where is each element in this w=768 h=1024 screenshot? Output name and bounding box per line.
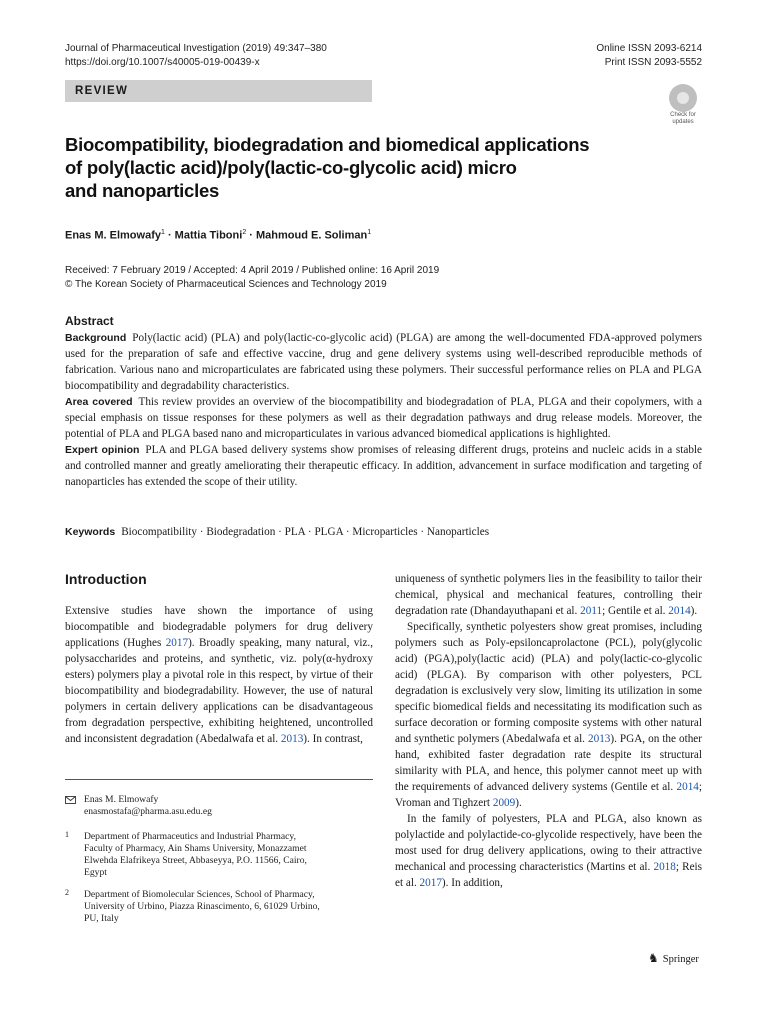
- affiliation-1: [65, 831, 375, 879]
- text-run: In the family of polyesters, PLA and PLGA, also known as polylactide and polylactide-co-glycolide respectively, have been the most used for drug delivery applications, owing to their attractive mechanical and processing characteristics (Martins et al.: [395, 813, 702, 873]
- abstract-body: [65, 330, 702, 490]
- text-run: Specifically, synthetic polyesters show great promises, including polymers such as Poly-epsiloncaprolactone (PCL), poly(glycolic acid) (PGA),poly(lactic acid) (PLA) and poly(lactic-co-glycolic acid) (PLGA). By comparison with other polyesters, PCL degradation is exclusively very slow, limiting its utilization in some specific biomedical fields and necessitating its modification such as surface decoration or forming composite systems with other natural and synthetic polymers (Abedalwafa et al.: [395, 621, 702, 745]
- affiliation-line: Department of Pharmaceutics and Industrial Pharmacy,: [84, 831, 296, 842]
- keywords-row: [65, 524, 702, 540]
- title-line-2: of poly(lactic acid)/poly(lactic-co-glycolic acid) micro: [65, 157, 517, 178]
- print-issn: Print ISSN 2093-5552: [604, 57, 702, 68]
- area-text: This review provides an overview of the biocompatibility and biodegradation of PLA, PLGA and their copolymers, with a special emphasis on tissue responses for these polymers as well as their degradation pathways and drug release models. Moreover, the potential of PLA and PLGA based nano and microparticulates in various advanced biomedical applications is highlighted.: [65, 396, 702, 440]
- badge-line-1: Check for: [670, 112, 696, 118]
- history-dates: Received: 7 February 2019 / Accepted: 4 April 2019 / Published online: 16 April 2019: [65, 265, 440, 276]
- text-run: ). In addition,: [441, 877, 503, 889]
- journal-line: Journal of Pharmaceutical Investigation (2019) 49:347–380: [65, 43, 327, 54]
- text-run: Extensive studies have shown the importance of using biocompatible and biodegradable polymers for drug delivery applications (Hughes: [65, 605, 373, 649]
- corresponding-author: [65, 794, 212, 818]
- check-updates-icon: [669, 84, 697, 112]
- author-sep: ·: [246, 229, 256, 242]
- expert-label: Expert opinion: [65, 444, 140, 456]
- citation-link[interactable]: 2017: [419, 877, 442, 889]
- check-for-updates-badge[interactable]: [664, 84, 702, 124]
- citation-link[interactable]: 2009: [492, 797, 516, 809]
- abstract-area: [65, 394, 702, 442]
- author-affil: 1: [160, 229, 165, 236]
- citation-link[interactable]: 2014: [676, 781, 699, 793]
- copyright-line: © The Korean Society of Pharmaceutical Sciences and Technology 2019: [65, 279, 387, 290]
- citation-link[interactable]: 2014: [668, 605, 691, 617]
- text-run: ). PGA, on the other hand, exhibited faster degradation rate despite its structural similarity with PLA, and hence, this polymer cannot meet up with the requirements of advanced delivery systems (Gentile et al.: [395, 733, 702, 793]
- author-sep: ·: [164, 229, 175, 242]
- author-list: [65, 226, 371, 243]
- affiliation-mark: 2: [65, 888, 69, 897]
- article-type-bar: REVIEW: [65, 80, 372, 102]
- envelope-icon: [65, 796, 76, 804]
- author-affil: 2: [242, 229, 247, 236]
- affiliation-line: PU, Italy: [84, 913, 119, 924]
- citation-link[interactable]: 2013: [588, 733, 611, 745]
- text-run: ; Reis et al.: [395, 861, 702, 889]
- citation-link[interactable]: 2011: [580, 605, 603, 617]
- affiliation-line: Egypt: [84, 867, 107, 878]
- citation-link[interactable]: 2017: [165, 637, 189, 649]
- keywords-text: Biocompatibility · Biodegradation · PLA · PLGA · Microparticles · Nanoparticles: [121, 526, 490, 538]
- article-title: [65, 133, 625, 202]
- affiliation-2: [65, 889, 375, 925]
- expert-text: PLA and PLGA based delivery systems show promises of releasing different drugs, proteins and nucleic acids in a stable and controlled manner and greatly ameliorating their therapeutic efficacy. In addition, advancement in surface modification and targeting of nanoparticles has extended the scope of their utility.: [65, 444, 702, 488]
- publisher-logo: [648, 951, 699, 967]
- text-run: ; Gentile et al.: [602, 605, 669, 617]
- text-run: ). Broadly speaking, many natural, viz., polysaccharides and proteins, and synthetic, viz. poly(α-hydroxy esters) polymers play a pivotal role in this respect, by virtue of their biocompatibility and biodegradability. However, the use of natural polymers in certain delivery applications can be disadvantageous from degradation perspective, exhibiting heightened, uncontrolled and inconsistent degradation (Abedalwafa et al.: [65, 637, 374, 745]
- springer-horse-icon: ♞: [648, 951, 659, 965]
- affiliation-line: Department of Biomolecular Sciences, School of Pharmacy,: [84, 889, 315, 900]
- text-run: ).: [690, 605, 698, 617]
- text-run: ).: [515, 797, 522, 809]
- abstract-background: [65, 330, 702, 394]
- text-run: ). In contrast,: [303, 733, 363, 745]
- author-name[interactable]: Mahmoud E. Soliman: [256, 229, 368, 242]
- footnote-separator: [65, 779, 373, 780]
- paragraph: [65, 603, 373, 747]
- affiliation-mark: 1: [65, 830, 69, 839]
- paragraph: [395, 619, 702, 811]
- doi-link[interactable]: https://doi.org/10.1007/s40005-019-00439-x: [65, 57, 260, 68]
- abstract-heading: Abstract: [65, 314, 114, 328]
- background-text: Poly(lactic acid) (PLA) and poly(lactic-co-glycolic acid) (PLGA) are among the well-documented FDA-approved polymers used for the preparation of safe and effective vaccine, drug and gene delivery systems using well-described reproducible methods of fabrication. Various nano and microparticulates are fabricated using these polymers. Their successful performance relies on PLA and PLGA biocompatibility and degradability characteristics.: [65, 332, 702, 392]
- left-column: [65, 603, 373, 747]
- paragraph: [395, 571, 702, 619]
- author-affil: 1: [367, 229, 372, 236]
- publisher-name: Springer: [662, 954, 699, 965]
- corresponding-email[interactable]: enasmostafa@pharma.asu.edu.eg: [84, 806, 212, 817]
- paragraph: [395, 811, 702, 891]
- affiliation-line: Elwehda Elafrikeya Street, Abbaseyya, P.O. 11566, Cairo,: [84, 855, 307, 866]
- affiliation-line: University of Urbino, Piazza Rinascimento, 6, 61029 Urbino,: [84, 901, 320, 912]
- corresponding-name: Enas M. Elmowafy: [84, 794, 159, 805]
- keywords-label: Keywords: [65, 526, 116, 538]
- citation-link[interactable]: 2018: [653, 861, 676, 873]
- online-issn: Online ISSN 2093-6214: [596, 43, 702, 54]
- right-column: [395, 571, 702, 891]
- text-run: uniqueness of synthetic polymers lies in the feasibility to tailor their chemical, physical and mechanical features, controlling their degradation rate (Dhandayuthapani et al.: [395, 573, 702, 617]
- article-dates: [65, 264, 439, 292]
- author-name[interactable]: Mattia Tiboni: [174, 229, 243, 242]
- background-label: Background: [65, 332, 127, 344]
- citation-link[interactable]: 2013: [280, 733, 304, 745]
- affiliation-line: Faculty of Pharmacy, Ain Shams University, Monazzamet: [84, 843, 307, 854]
- text-run: ; Vroman and Tighzert: [395, 781, 702, 809]
- title-line-1: Biocompatibility, biodegradation and biomedical applications: [65, 134, 590, 155]
- introduction-heading: Introduction: [65, 571, 147, 587]
- abstract-expert: [65, 442, 702, 490]
- author-name[interactable]: Enas M. Elmowafy: [65, 229, 161, 242]
- title-line-3: and nanoparticles: [65, 180, 220, 201]
- badge-line-2: updates: [672, 118, 694, 125]
- area-label: Area covered: [65, 396, 133, 408]
